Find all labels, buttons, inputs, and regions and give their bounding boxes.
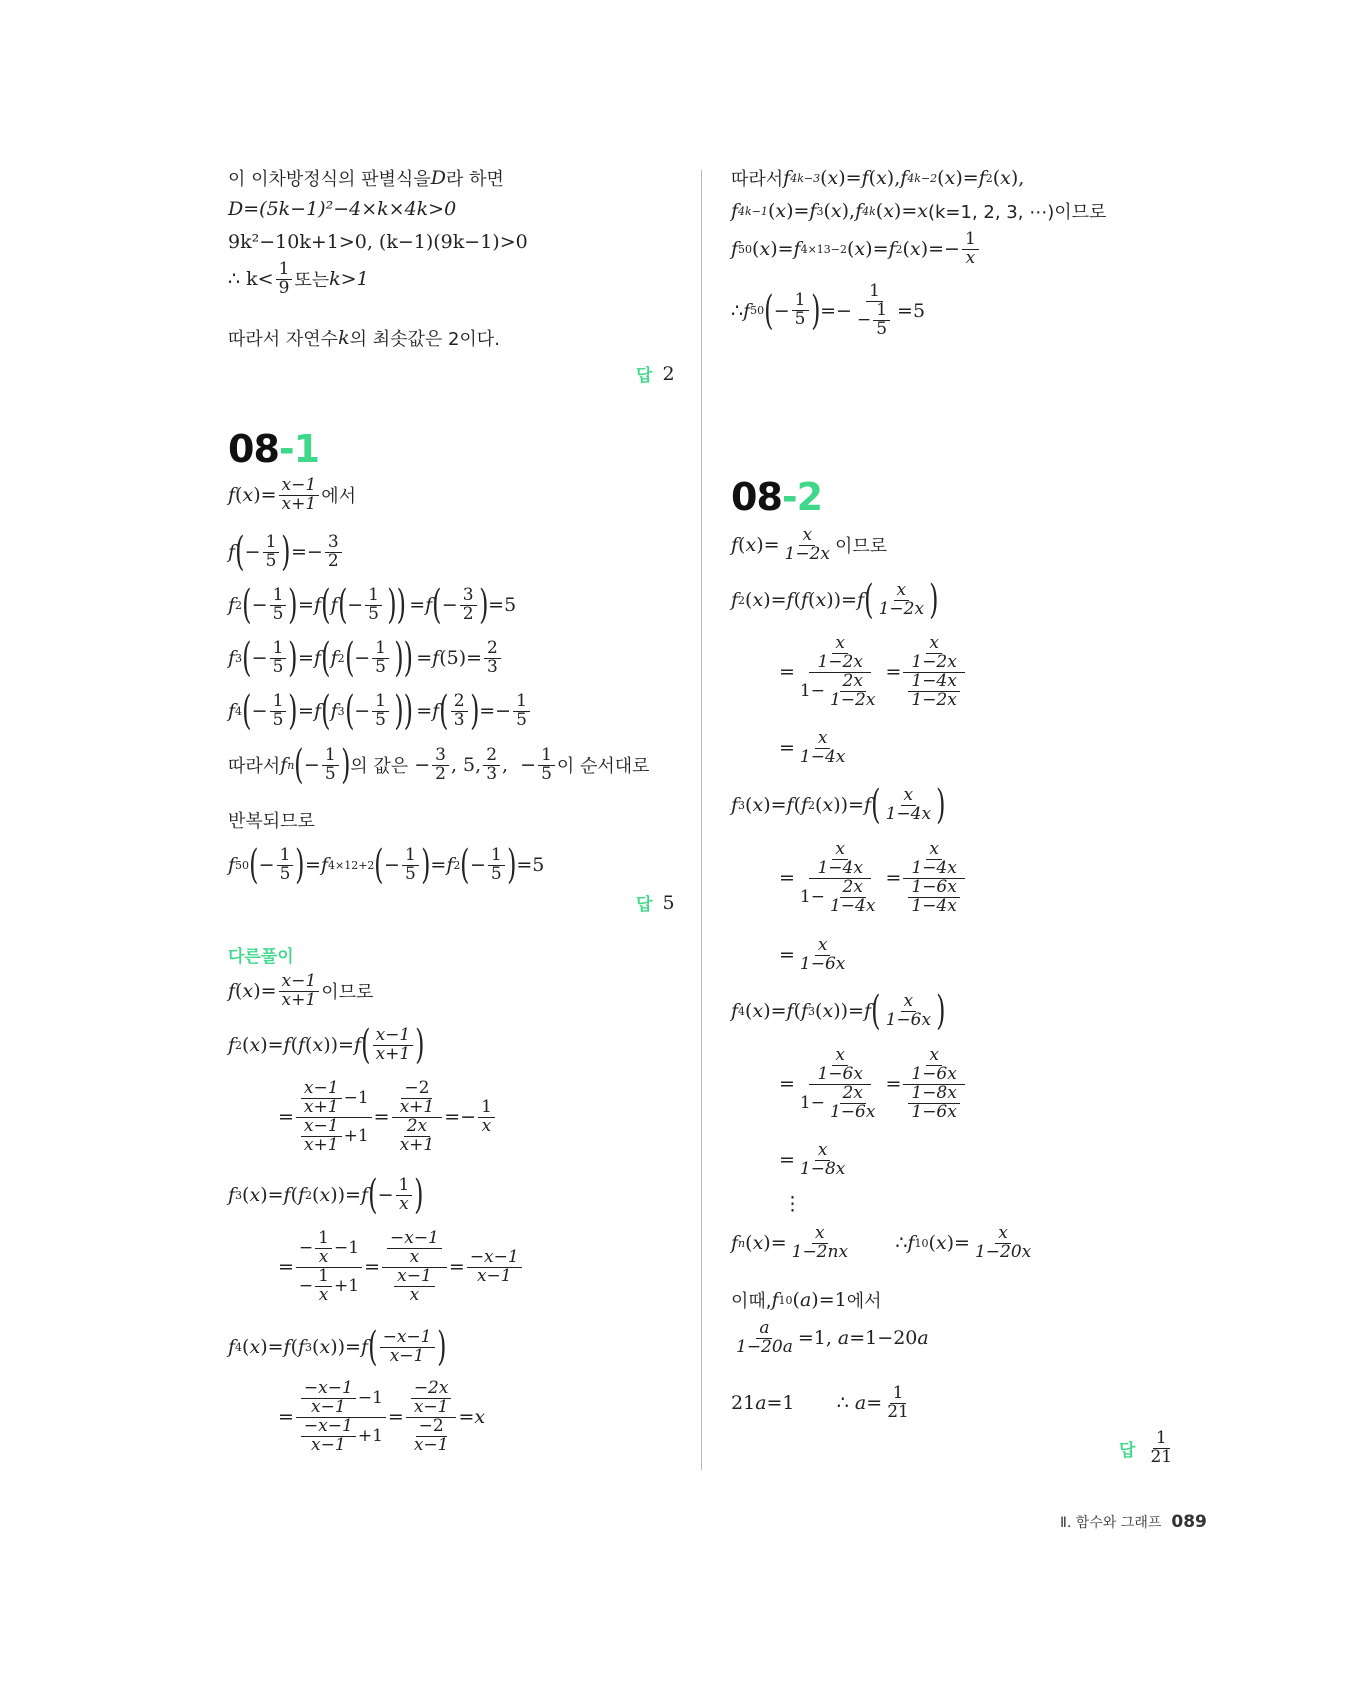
s2-eq-2: f 2 ( x )= f ( f ( x ))= f ( $\frac{x}{1-2x}$ ) [731, 577, 939, 623]
intro-line-4: ∴ k< $\frac{1}{9}$ 또는 k>1 [228, 259, 369, 298]
s2-text-then: 이때, f 10 ( a )=1 에서 [731, 1289, 882, 1312]
intro-line-5: 따라서 자연수 k 의 최솟값은 2이다. [228, 327, 500, 350]
s2-eq-3: = $\frac{x}{1-2x}$ 1− $\frac{2x}{1-2x}$ = $\frac{\frac{x}{1-2x}}{\frac{1-4x}{1-2x}}$ [779, 635, 967, 709]
chapter-label: Ⅱ. 함수와 그래프 [1060, 1515, 1162, 1531]
s1-eq-3: f 2 ( − $\frac{1}{5}$ ) = f ( f ( − $\frac{1}{5}$ )) = f ( − $\frac{3}{2}$ ) =5 [228, 582, 517, 628]
s1-text-2: 반복되므로 [228, 811, 315, 832]
s2-eq-8: f 4 ( x )= f ( f 3 ( x ))= f ( $\frac{x}{1-6x}$ ) [731, 988, 946, 1034]
s1-eq-5: f 4 ( − $\frac{1}{5}$ ) = f ( f 3 ( − $\frac{1}{5}$ )) = f ( $\frac{2}{3}$ ) =− $\frac{1}{5}$ [228, 691, 532, 731]
intro-line-2: D=(5k−1)²−4×k×4k>0 [228, 198, 457, 220]
alt-solution-title: 다른풀이 [228, 947, 294, 967]
alt-eq-5: = − $\frac{1}{x}$ −1 − $\frac{1}{x}$ +1 = $\frac{\frac{-x-1}{x}}{\frac{x-1}{x}}$ = $\frac{-x-1}{x-1}$ [278, 1230, 524, 1304]
alt-eq-7: = $\frac{-x-1}{x-1}$ −1 $\frac{-x-1}{x-1}$ +1 = $\frac{\frac{-2x}{x-1}}{\frac{-2}{x-1}}$ = x [278, 1378, 486, 1455]
alt-eq-6: f 4 ( x )= f ( f 3 ( x ))= f ( $\frac{-x-1}{x-1}$ ) [228, 1324, 446, 1370]
page-number: 089 [1171, 1512, 1207, 1532]
r-top-line-4: ∴ f 50 ( − $\frac{1}{5}$ ) =− 1 − $\frac{1}{5}$ =5 [731, 281, 926, 339]
s2-vdots: ⋮ [783, 1193, 802, 1215]
s2-eq-6: = $\frac{x}{1-4x}$ 1− $\frac{2x}{1-4x}$ = $\frac{\frac{x}{1-4x}}{\frac{1-6x}{1-4x}}$ [779, 841, 967, 915]
column-divider [701, 170, 702, 1470]
s2-eq-13: 21 a =1 ∴ a = $\frac{1}{21}$ [731, 1383, 909, 1422]
r-top-line-2: f 4k−1 ( x )= f 3 ( x ), f 4k ( x )= x (k=1, 2, 3, ⋯)이므로 [731, 200, 1107, 223]
s2-eq-5: f 3 ( x )= f ( f 2 ( x ))= f ( $\frac{x}{1-4x}$ ) [731, 782, 946, 828]
r-top-line-3: f 50 ( x )= f 4×13−2 ( x )= f 2 ( x )=− $\frac{1}{x}$ [731, 231, 981, 268]
s2-eq-10: = $\frac{x}{1-8x}$ [779, 1140, 846, 1179]
page-footer [1060, 1512, 1207, 1532]
s2-eq-12: $\frac{a}{1-20a}$ =1, a =1−20 a [736, 1318, 929, 1357]
alt-eq-3: = $\frac{x-1}{x+1}$ −1 $\frac{x-1}{x+1}$ +1 = $\frac{\frac{-2}{x+1}}{\frac{2x}{x+1}}$ =− $\frac{1}{x}$ [278, 1080, 497, 1154]
intro-answer: 답 2 [636, 362, 675, 386]
s1-eq-2: f ( − $\frac{1}{5}$ ) =− $\frac{3}{2}$ [228, 532, 344, 572]
s1-eq-4: f 3 ( − $\frac{1}{5}$ ) = f ( f 2 ( − $\frac{1}{5}$ )) = f (5)= $\frac{2}{3}$ [228, 638, 503, 678]
r-top-line-1: 따라서 f 4k−3 ( x )= f ( x ), f 4k−2 ( x )= f 2 ( x ), [731, 167, 1025, 190]
section-heading-08-1: 08 - 1 [228, 427, 320, 471]
alt-eq-4: f 3 ( x )= f ( f 2 ( x ))= f ( − $\frac{1}{x}$ ) [228, 1172, 424, 1218]
s2-eq-4: = $\frac{x}{1-4x}$ [779, 728, 846, 767]
s2-eq-7: = $\frac{x}{1-6x}$ [779, 935, 846, 974]
s1-text-1: 따라서 f n ( − $\frac{1}{5}$ ) 의 값은 − $\frac{3}{2}$ , 5, $\frac{2}{3}$ , − $\frac{1}{5}$ 이 순서대로 [228, 742, 650, 788]
s2-eq-1: f ( x )= $\frac{x}{1-2x}$ 이므로 [731, 525, 888, 564]
s2-eq-11: f n ( x )= $\frac{x}{1-2nx}$ ∴ f 10 ( x )= $\frac{x}{1-20x}$ [731, 1223, 1032, 1262]
intro-line-3: 9k²−10k+1>0, (k−1)(9k−1)>0 [228, 231, 528, 253]
section-heading-08-2: 08 - 2 [731, 475, 823, 519]
intro-line-1: 이 이차방정식의 판별식을 D 라 하면 [228, 167, 504, 190]
alt-eq-1: f ( x )= $\frac{x-1}{x+1}$ 이므로 [228, 971, 374, 1010]
s1-eq-6: f 50 ( − $\frac{1}{5}$ ) = f 4×12+2 ( − $\frac{1}{5}$ ) = f 2 ( − $\frac{1}{5}$ ) =5 [228, 842, 545, 888]
s2-eq-9: = $\frac{x}{1-6x}$ 1− $\frac{2x}{1-6x}$ = $\frac{\frac{x}{1-6x}}{\frac{1-8x}{1-6x}}$ [779, 1047, 967, 1121]
s1-answer: 답 5 [636, 891, 675, 915]
alt-eq-2: f 2 ( x )= f ( f ( x ))= f ( $\frac{x-1}{x+1}$ ) [228, 1022, 425, 1068]
s1-eq-1: f ( x )= $\frac{x-1}{x+1}$ 에서 [228, 475, 356, 514]
s2-answer: 답 $\frac{1}{21}$ [1119, 1428, 1173, 1467]
